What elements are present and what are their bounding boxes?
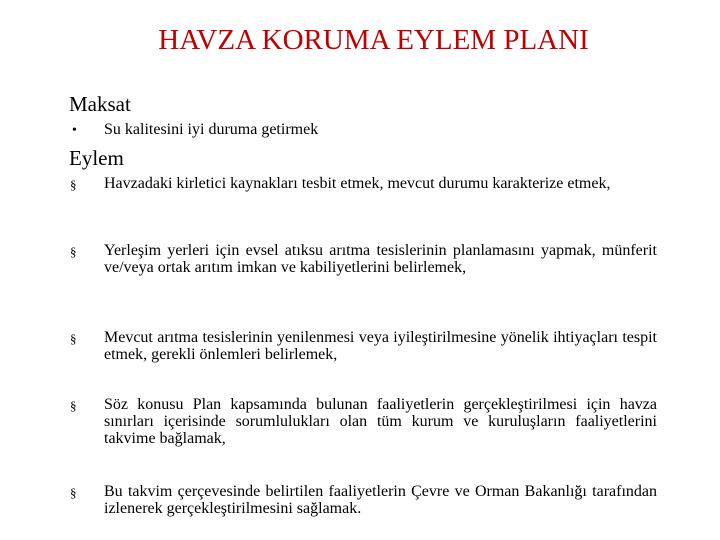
- section-bullet-icon: §: [70, 177, 77, 192]
- eylem-item-text: Söz konusu Plan kapsamında bulunan faaliyetlerin gerçekleştirilmesi için havza sınırları içerisinde sorumlulukları olan tüm kurum ve kuruluşların faaliyetlerini takvime bağlamak,: [104, 396, 657, 447]
- eylem-heading: Eylem: [69, 146, 124, 170]
- section-bullet-icon: §: [70, 244, 77, 259]
- maksat-heading: Maksat: [69, 92, 131, 116]
- slide-title: HAVZA KORUMA EYLEM PLANI: [158, 24, 589, 56]
- eylem-item-text: Mevcut arıtma tesislerinin yenilenmesi veya iyileştirilmesine yönelik ihtiyaçları tespit etmek, gerekli önlemleri belirlemek,: [104, 329, 657, 363]
- eylem-item-text: Havzadaki kirletici kaynakları tesbit etmek, mevcut durumu karakterize etmek,: [104, 175, 611, 192]
- section-bullet-icon: §: [70, 331, 77, 346]
- eylem-item-text: Yerleşim yerleri için evsel atıksu arıtma tesislerinin planlamasını yapmak, münferit ve/veya ortak arıtım imkan ve kabiliyetlerini belirlemek,: [104, 242, 657, 276]
- section-bullet-icon: §: [70, 485, 77, 500]
- eylem-item-text: Bu takvim çerçevesinde belirtilen faaliyetlerin Çevre ve Orman Bakanlığı tarafından izlenerek gerçekleştirilmesini sağlamak.: [104, 483, 657, 517]
- maksat-item-text: Su kalitesini iyi duruma getirmek: [104, 121, 319, 138]
- bullet-dot-icon: •: [72, 123, 77, 138]
- section-bullet-icon: §: [70, 398, 77, 413]
